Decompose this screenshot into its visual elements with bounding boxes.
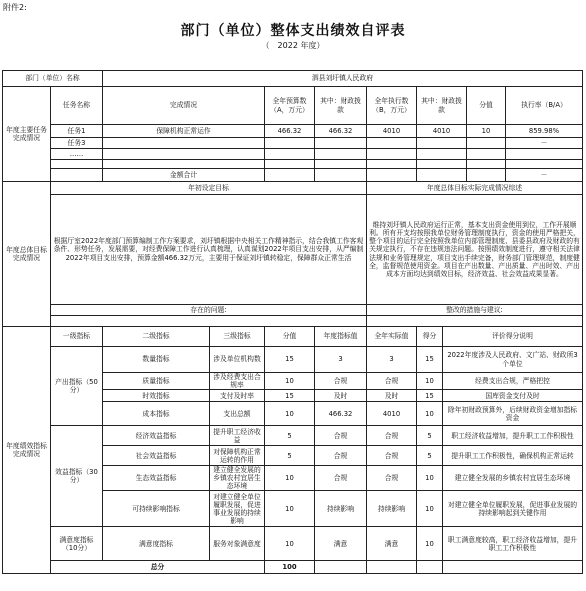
task-row-blank (506, 160, 583, 169)
ind-score: 5 (265, 426, 315, 446)
task-row-budget (265, 149, 315, 160)
task-row-exec: 4010 (367, 125, 417, 138)
task-total-budget-fiscal (315, 169, 367, 182)
task-row-content: 保障机构正常运作 (103, 125, 265, 138)
ind-header-actual: 全年实际值 (367, 327, 417, 347)
task-row-rate: － (506, 138, 583, 149)
ind-l3: 对建立健全单位履职发展，促进事业发展的持续影响 (210, 491, 265, 527)
form-year: （ 2022 年度） (261, 41, 325, 50)
task-row-blank (417, 160, 467, 169)
ind-l3: 建立健全发展的乡镇农村宜居生态环境 (210, 466, 265, 491)
task-row-blank (51, 160, 103, 169)
task-row-budget-fiscal (315, 138, 367, 149)
ind-l3: 支出总额 (210, 402, 265, 426)
task-row-exec (367, 138, 417, 149)
ind-actual: 合规 (367, 466, 417, 491)
ind-reason: 国库资金支付及时 (443, 390, 583, 402)
ind-got: 5 (417, 446, 443, 466)
indicators-section-label: 年度绩效指标完成情况 (3, 327, 51, 574)
ind-target: 合规 (315, 426, 367, 446)
task-row-budget-fiscal (315, 149, 367, 160)
self-evaluation-table (2, 70, 583, 574)
goals-actual-text: 维持刘圩镇人民政府运行正常，基本支出资金使用到位，工作开展顺利。所有开支均按照我单位财务管理制度执行，资金的使用严格把关，整个项目的运行完全按照我单位内部管理制度、县委县政府及财政的有关规定执行，不存在违规违法问题。按照绩效制度进行，遵守相关法律法规和业务管理规定，项目支出手续完备，财务部门管理规范，制度健全，监督规范使用资金。项目在产出数量、产出质量、产出时效、产出成本方面均达到绩效目标，经济效益、社会效益成果显著。 (367, 195, 583, 305)
ind-l3: 提升职工经济收益 (210, 426, 265, 446)
ind-target: 持续影响 (315, 491, 367, 527)
ind-got: 10 (417, 527, 443, 561)
task-row-exec-fiscal: 4010 (417, 125, 467, 138)
ind-score: 15 (265, 390, 315, 402)
ind-l3: 对保障机构正常运转的作用 (210, 446, 265, 466)
ind-target: 466.32 (315, 402, 367, 426)
goals-initial-text: 根据厅室2022年度部门预算编制工作方案要求，刘圩镇根据中央相关工作精神指示，结合我镇工作客观条件、形势任务，发展需要，对经费保障工作进行认真梳理，认真谋划2022年项目支出安排，从严编制2022年项目支出安排，预算金额466.32万元，主要用于保证刘圩镇转稳定，保障群众正常生活 (51, 195, 367, 305)
ind-score: 10 (265, 527, 315, 561)
ind-l2: 数量指标 (103, 347, 210, 373)
task-row-content (103, 149, 265, 160)
ind-header-l1: 一级指标 (51, 327, 103, 347)
task-row-exec (367, 149, 417, 160)
task-row-rate (506, 149, 583, 160)
ind-actual: 满意 (367, 527, 417, 561)
ind-reason: 经费支出合规，严格把控 (443, 373, 583, 390)
ind-score: 10 (265, 466, 315, 491)
ind-header-l2: 二级指标 (103, 327, 210, 347)
ind-score: 5 (265, 446, 315, 466)
ind-target: 3 (315, 347, 367, 373)
ind-target: 合规 (315, 466, 367, 491)
task-row-blank (367, 160, 417, 169)
ind-got: 10 (417, 402, 443, 426)
ind-header-reason: 评价得分说明 (443, 327, 583, 347)
tasks-header-rate: 执行率（B/A） (506, 87, 583, 125)
ind-target: 及时 (315, 390, 367, 402)
ind-target: 合规 (315, 446, 367, 466)
task-row-score (467, 149, 506, 160)
ind-l3: 涉及单位机构数 (210, 347, 265, 373)
ind-l2: 质量指标 (103, 373, 210, 390)
ind-got: 15 (417, 390, 443, 402)
tasks-header-budget-fiscal: 其中：财政拨款 (315, 87, 367, 125)
dept-label: 部门（单位）名称 (3, 71, 103, 87)
task-row-score: 10 (467, 125, 506, 138)
task-row-budget: 466.32 (265, 125, 315, 138)
ind-group-benefit: 效益指标（30分） (51, 426, 103, 527)
task-total-exec (367, 169, 417, 182)
ind-actual: 合规 (367, 426, 417, 446)
ind-l2: 满意度指标 (103, 527, 210, 561)
task-row-blank (103, 160, 265, 169)
goals-initial-header: 年初设定目标 (51, 182, 367, 195)
task-total-score (467, 169, 506, 182)
total-blank (417, 561, 443, 574)
ind-got: 10 (417, 491, 443, 527)
task-total-budget (265, 169, 315, 182)
task-row-blank (315, 160, 367, 169)
task-row-content (103, 138, 265, 149)
ind-actual: 及时 (367, 390, 417, 402)
goals-measures-value (367, 316, 583, 327)
tasks-header-content: 完成情况 (103, 87, 265, 125)
dept-value: 泗县刘圩镇人民政府 (103, 71, 583, 87)
form-title: 部门（单位）整体支出绩效自评表 (180, 23, 406, 39)
ind-l3: 支付及时率 (210, 390, 265, 402)
total-label: 总分 (51, 561, 265, 574)
task-row-exec-fiscal (417, 149, 467, 160)
goals-section-label: 年度总体目标完成情况 (3, 182, 51, 327)
ind-reason: 职工经济收益增加，提升职工工作积极性 (443, 426, 583, 446)
ind-l2: 可持续影响指标 (103, 491, 210, 527)
task-row-name: …… (51, 149, 103, 160)
tasks-header-exec: 全年执行数（B，万元） (367, 87, 417, 125)
ind-l3: 服务对象满意度 (210, 527, 265, 561)
ind-score: 15 (265, 347, 315, 373)
task-row-exec-fiscal (417, 138, 467, 149)
ind-header-got: 得分 (417, 327, 443, 347)
task-row-rate: 859.98% (506, 125, 583, 138)
goals-problems-label: 存在的问题: (51, 305, 367, 316)
attachment-label: 附件2: (3, 3, 27, 12)
ind-l2: 成本指标 (103, 402, 210, 426)
ind-target: 合规 (315, 373, 367, 390)
ind-l2: 时效指标 (103, 390, 210, 402)
ind-got: 15 (417, 347, 443, 373)
task-total-blank (51, 169, 103, 182)
task-row-name: 任务3 (51, 138, 103, 149)
goals-measures-label: 整改的措施与建议: (367, 305, 583, 316)
tasks-header-name: 任务名称 (51, 87, 103, 125)
goals-actual-header: 年度总体目标实际完成情况综述 (367, 182, 583, 195)
task-total-rate: － (506, 169, 583, 182)
ind-l2: 生态效益指标 (103, 466, 210, 491)
total-blank (443, 561, 583, 574)
ind-header-l3: 三级指标 (210, 327, 265, 347)
tasks-section-label: 年度主要任务完成情况 (3, 87, 51, 182)
task-total-exec-fiscal (417, 169, 467, 182)
tasks-header-score: 分值 (467, 87, 506, 125)
tasks-header-exec-fiscal: 其中：财政拨款 (417, 87, 467, 125)
ind-reason: 2022年度涉及人民政府、文广站、财政所3个单位 (443, 347, 583, 373)
ind-actual: 合规 (367, 446, 417, 466)
ind-score: 10 (265, 373, 315, 390)
ind-target: 满意 (315, 527, 367, 561)
ind-got: 5 (417, 426, 443, 446)
ind-reason: 职工满意度较高，职工经济收益增加，提升职工工作积极性 (443, 527, 583, 561)
total-score: 100 (265, 561, 315, 574)
task-total-label: 金额合计 (103, 169, 265, 182)
ind-got: 10 (417, 373, 443, 390)
task-row-blank (265, 160, 315, 169)
ind-header-target: 年度指标值 (315, 327, 367, 347)
ind-reason: 除年初财政预算外，后续财政资金增加指标资金 (443, 402, 583, 426)
ind-score: 10 (265, 491, 315, 527)
task-row-budget (265, 138, 315, 149)
ind-group-output: 产出指标（50分） (51, 347, 103, 426)
ind-group-satisfaction: 满意度指标（10分） (51, 527, 103, 561)
task-row-score (467, 138, 506, 149)
total-blank (315, 561, 367, 574)
ind-l2: 社会效益指标 (103, 446, 210, 466)
ind-reason: 提升职工工作积极性，确保机构正常运转 (443, 446, 583, 466)
task-row-name: 任务1 (51, 125, 103, 138)
ind-reason: 建立健全发展的乡镇农村宜居生态环境 (443, 466, 583, 491)
ind-l2: 经济效益指标 (103, 426, 210, 446)
ind-score: 10 (265, 402, 315, 426)
ind-actual: 4010 (367, 402, 417, 426)
tasks-header-budget: 全年预算数（A，万元） (265, 87, 315, 125)
ind-actual: 合规 (367, 373, 417, 390)
ind-reason: 对建立健全单位履职发展，促进事业发展的持续影响起到关键作用 (443, 491, 583, 527)
ind-actual: 持续影响 (367, 491, 417, 527)
task-row-budget-fiscal: 466.32 (315, 125, 367, 138)
total-blank (367, 561, 417, 574)
ind-header-score: 分值 (265, 327, 315, 347)
task-row-blank (467, 160, 506, 169)
ind-actual: 3 (367, 347, 417, 373)
ind-got: 10 (417, 466, 443, 491)
ind-l3: 涉及经费支出合规率 (210, 373, 265, 390)
goals-problems-value (51, 316, 367, 327)
